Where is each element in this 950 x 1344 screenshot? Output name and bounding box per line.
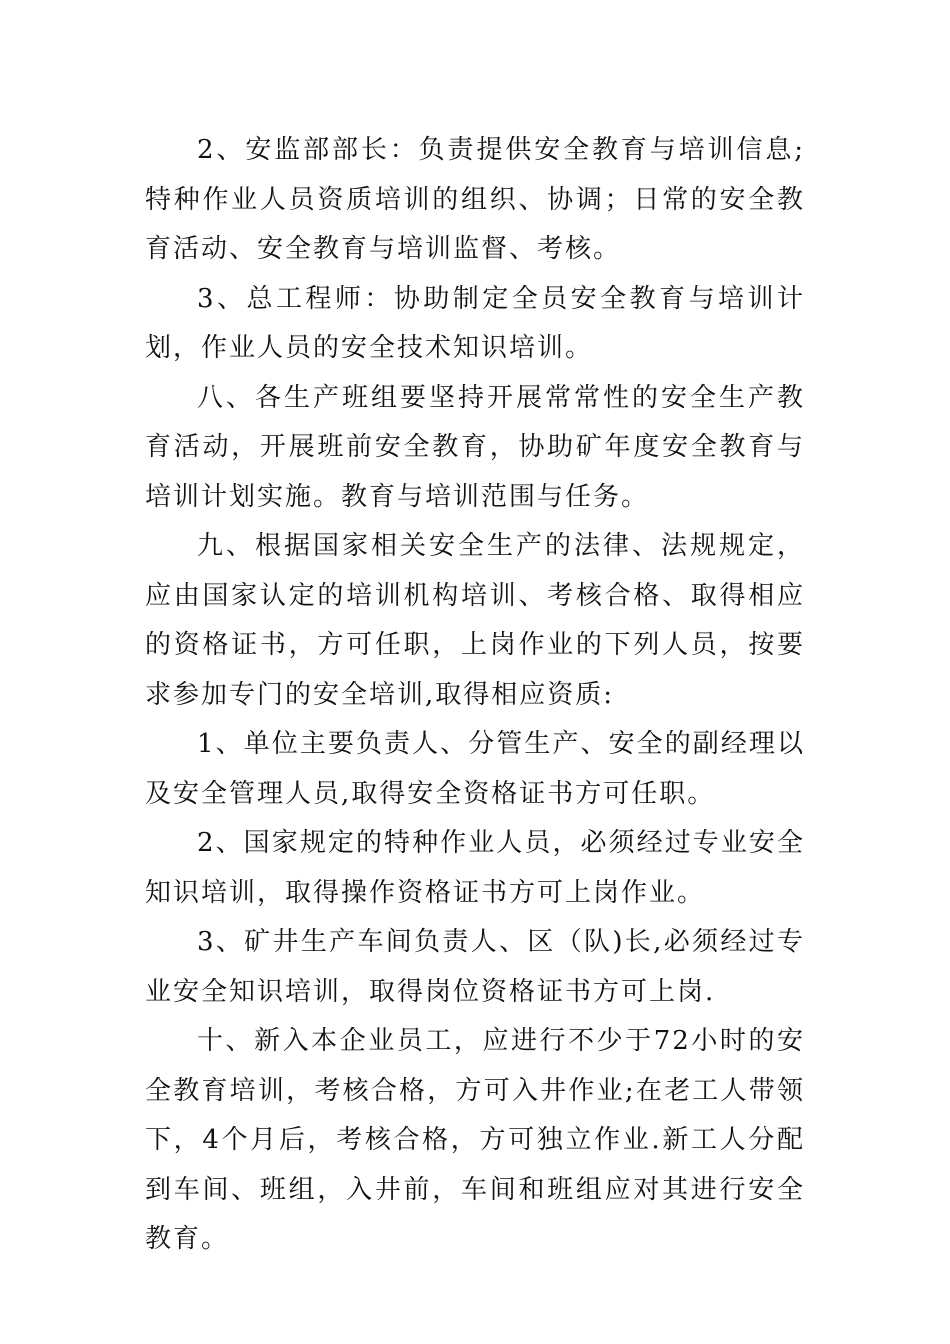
document-body bbox=[145, 126, 805, 1265]
paragraph-item-3-workshop-heads: 3、矿井生产车间负责人、区（队)长,必须经过专业安全知识培训，取得岗位资格证书方可上岗. bbox=[145, 927, 805, 1007]
paragraph-safety-dept-head: 2、安监部部长：负责提供安全教育与培训信息;特种作业人员资质培训的组织、协调；日常的安全教育活动、安全教育与培训监督、考核。 bbox=[145, 135, 805, 264]
paragraph-section-ten: 十、新入本企业员工，应进行不少于72小时的安全教育培训，考核合格，方可入井作业;在老工人带领下，4个月后，考核合格，方可独立作业.新工人分配到车间、班组，入井前，车间和班组应对其进行安全教育。 bbox=[145, 1026, 805, 1254]
paragraph-item-2-special-workers: 2、国家规定的特种作业人员，必须经过专业安全知识培训，取得操作资格证书方可上岗作业。 bbox=[145, 828, 805, 908]
paragraph-section-nine: 九、根据国家相关安全生产的法律、法规规定，应由国家认定的培训机构培训、考核合格、取得相应的资格证书，方可任职，上岗作业的下列人员，按要求参加专门的安全培训,取得相应资质: bbox=[145, 531, 805, 710]
paragraph-item-1-managers: 1、单位主要负责人、分管生产、安全的副经理以及安全管理人员,取得安全资格证书方可任职。 bbox=[145, 729, 805, 809]
paragraph-chief-engineer: 3、总工程师：协助制定全员安全教育与培训计划，作业人员的安全技术知识培训。 bbox=[145, 283, 805, 363]
paragraph-section-eight: 八、各生产班组要坚持开展常常性的安全生产教育活动，开展班前安全教育，协助矿年度安全教育与培训计划实施。教育与培训范围与任务。 bbox=[145, 382, 805, 512]
